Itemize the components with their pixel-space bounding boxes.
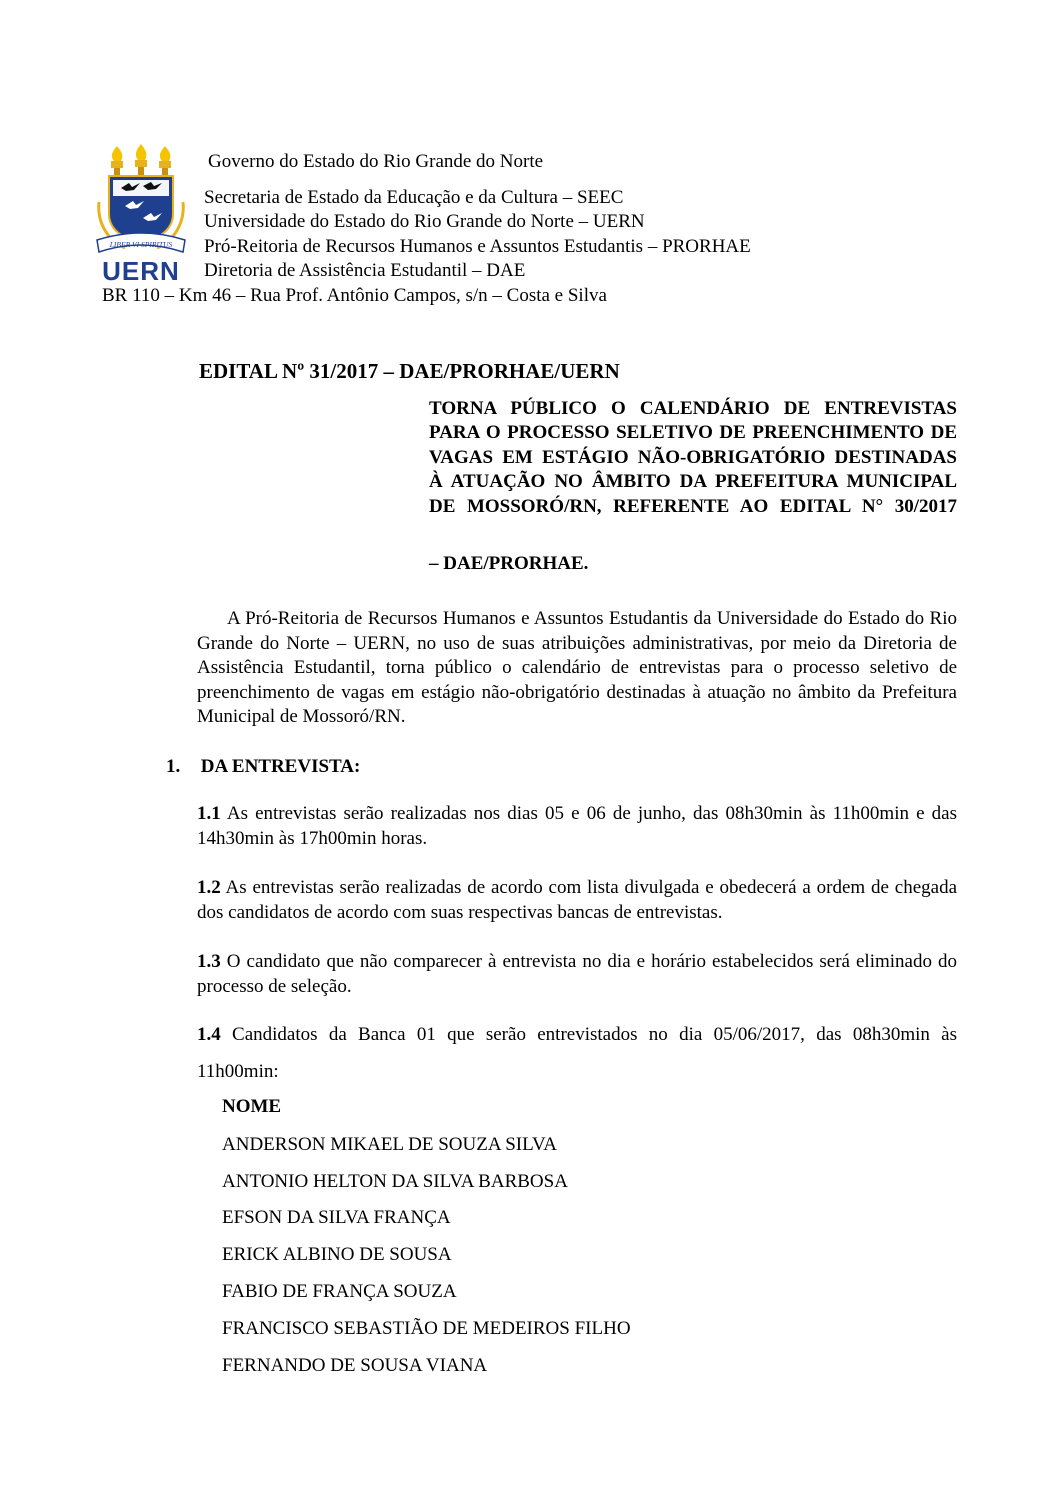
logo-text: UERN [102, 256, 180, 284]
item-1-1 [197, 802, 957, 851]
header-pro-reitoria: Pró-Reitoria de Recursos Humanos e Assuntos Estudantis – PRORHAE [204, 236, 751, 257]
candidate-name: ANTONIO HELTON DA SILVA BARBOSA [222, 1171, 568, 1192]
header-diretoria: Diretoria de Assistência Estudantil – DAE [204, 260, 526, 281]
item-1-2 [197, 876, 957, 925]
candidate-name: ANDERSON MIKAEL DE SOUZA SILVA [222, 1134, 557, 1155]
intro-paragraph: A Pró-Reitoria de Recursos Humanos e Assuntos Estudantis da Universidade do Estado do Rio Grande do Norte – UERN, no uso de suas atribuições administrativas, por meio da Diretoria de Assistência Estudantil, torna público o calendário de entrevistas para o processo seletivo de preenchimento de vagas em estágio não-obrigatório destinadas à atuação no âmbito da Prefeitura Municipal de Mossoró/RN. [197, 608, 957, 727]
section-heading [166, 756, 360, 778]
candidate-name: FRANCISCO SEBASTIÃO DE MEDEIROS FILHO [222, 1318, 631, 1339]
uern-logo [95, 144, 187, 284]
candidate-name: EFSON DA SILVA FRANÇA [222, 1207, 451, 1228]
item-text: O candidato que não comparecer à entrevista no dia e horário estabelecidos será eliminado do processo de seleção. [197, 951, 958, 997]
section-title: DA ENTREVISTA: [200, 756, 361, 777]
item-number: 1.1 [197, 803, 221, 824]
candidate-name: ERICK ALBINO DE SOUSA [222, 1244, 452, 1265]
item-1-3 [197, 950, 957, 999]
header-government: Governo do Estado do Rio Grande do Norte [208, 151, 544, 172]
header-secretaria: Secretaria de Estado da Educação e da Cultura – SEEC [204, 187, 624, 208]
item-1-4-continuation: 11h00min: [197, 1061, 279, 1082]
edital-summary: TORNA PÚBLICO O CALENDÁRIO DE ENTREVISTAS PARA O PROCESSO SELETIVO DE PREENCHIMENTO DE VAGAS EM ESTÁGIO NÃO-OBRIGATÓRIO DESTINADAS À ATUAÇÃO NO ÂMBITO DA PREFEITURA MUNICIPAL DE MOSSORÓ/RN, REFERENTE AO EDITAL N° 30/2017 [429, 398, 957, 517]
item-number: 1.2 [197, 877, 221, 898]
item-text: Candidatos da Banca 01 que serão entrevistados no dia 05/06/2017, das 08h30min às [232, 1024, 957, 1045]
item-text: As entrevistas serão realizadas nos dias 05 e 06 de junho, das 08h30min às 11h00min e das 14h30min às 17h00min horas. [197, 803, 958, 849]
edital-title: EDITAL Nº 31/2017 – DAE/PRORHAE/UERN [199, 359, 620, 383]
item-text: As entrevistas serão realizadas de acordo com lista divulgada e obedecerá a ordem de chegada dos candidatos de acordo com suas respectivas bancas de entrevistas. [197, 877, 957, 923]
edital-summary-end: – DAE/PRORHAE. [429, 553, 589, 574]
item-number: 1.4 [197, 1024, 221, 1045]
item-number: 1.3 [197, 951, 221, 972]
logo-motto: LIBER VI SPIRITUS [109, 240, 173, 249]
header-universidade: Universidade do Estado do Rio Grande do Norte – UERN [204, 211, 645, 232]
torch-icon [111, 144, 171, 176]
names-column-header: NOME [222, 1096, 282, 1117]
candidate-name: FERNANDO DE SOUSA VIANA [222, 1355, 488, 1376]
item-1-4 [197, 1023, 957, 1048]
header-address: BR 110 – Km 46 – Rua Prof. Antônio Campos, s/n – Costa e Silva [102, 285, 607, 306]
candidate-name: FABIO DE FRANÇA SOUZA [222, 1281, 457, 1302]
section-number: 1. [166, 756, 181, 777]
